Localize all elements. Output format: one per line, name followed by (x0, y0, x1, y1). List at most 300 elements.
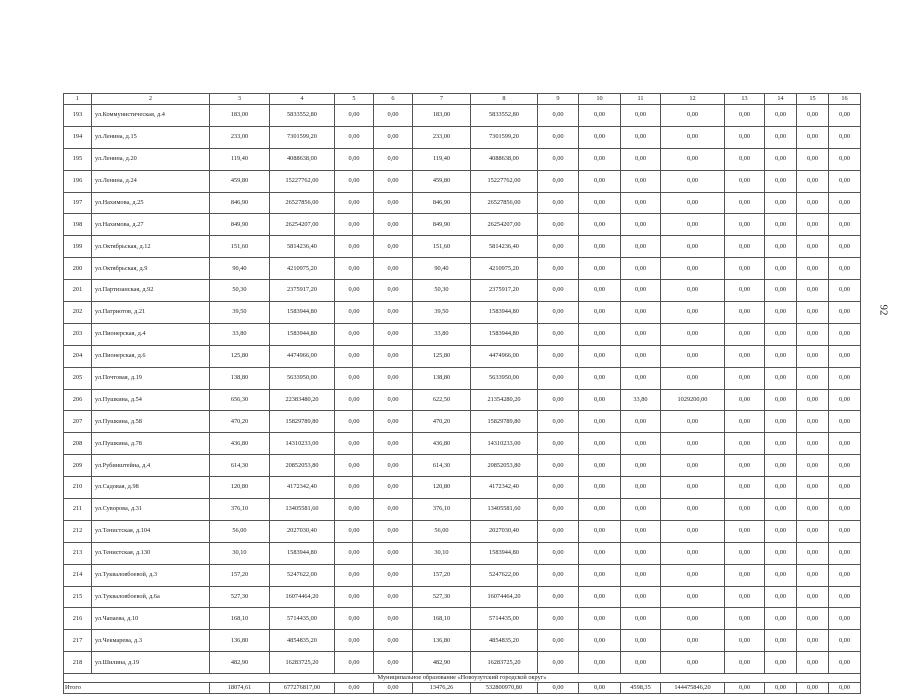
table-cell: 0,00 (829, 455, 861, 477)
address-cell: ул.Патриотов, д.21 (92, 302, 210, 324)
table-row (64, 105, 861, 127)
address-cell: ул.Садовая, д.98 (92, 477, 210, 499)
table-cell: 0,00 (374, 499, 413, 521)
table-cell: 136,80 (210, 630, 270, 652)
table-cell: 0,00 (765, 630, 797, 652)
table-cell: 0,00 (374, 214, 413, 236)
table-cell: 0,00 (374, 586, 413, 608)
table-cell: 0,00 (661, 564, 725, 586)
table-cell: 0,00 (374, 652, 413, 674)
total-cell: 0,00 (725, 683, 765, 694)
address-cell: ул.Октябрьская, д.12 (92, 236, 210, 258)
address-cell: ул.Пионерская, д.6 (92, 345, 210, 367)
table-cell: 0,00 (797, 564, 829, 586)
table-cell: 0,00 (797, 411, 829, 433)
table-cell: 26254207,00 (270, 214, 335, 236)
table-cell: 0,00 (579, 323, 621, 345)
column-number-cell: 14 (765, 94, 797, 105)
table-cell: 614,30 (413, 455, 471, 477)
table-cell: 0,00 (538, 345, 579, 367)
table-cell: 4088638,00 (270, 148, 335, 170)
table-cell: 0,00 (374, 411, 413, 433)
table-cell: 0,00 (335, 302, 374, 324)
table-cell: 0,00 (765, 345, 797, 367)
column-number-cell: 2 (92, 94, 210, 105)
table-cell: 233,00 (413, 126, 471, 148)
table-cell: 0,00 (797, 323, 829, 345)
table-cell: 0,00 (661, 148, 725, 170)
table-cell: 0,00 (538, 192, 579, 214)
table-cell: 56,00 (210, 520, 270, 542)
table-cell: 0,00 (725, 652, 765, 674)
table-cell: 0,00 (725, 411, 765, 433)
table-cell: 0,00 (335, 214, 374, 236)
table-cell: 0,00 (335, 652, 374, 674)
table-cell: 0,00 (621, 105, 661, 127)
table-cell: 33,80 (413, 323, 471, 345)
table-cell: 13405581,60 (270, 499, 335, 521)
table-cell: 0,00 (661, 455, 725, 477)
table-row (64, 455, 861, 477)
table-cell: 33,80 (210, 323, 270, 345)
table-cell: 0,00 (725, 170, 765, 192)
table-cell: 56,00 (413, 520, 471, 542)
table-cell: 0,00 (579, 411, 621, 433)
table-cell: 849,90 (413, 214, 471, 236)
table-cell: 90,40 (210, 258, 270, 280)
table-cell: 208 (64, 433, 92, 455)
table-cell: 0,00 (797, 652, 829, 674)
table-cell: 0,00 (725, 323, 765, 345)
table-cell: 0,00 (335, 367, 374, 389)
table-cell: 0,00 (829, 367, 861, 389)
table-cell: 0,00 (374, 170, 413, 192)
table-cell: 470,20 (413, 411, 471, 433)
table-cell: 20852053,80 (270, 455, 335, 477)
table-cell: 50,30 (210, 280, 270, 302)
table-cell: 0,00 (797, 455, 829, 477)
total-row (64, 683, 861, 694)
table-cell: 0,00 (579, 302, 621, 324)
table-cell: 0,00 (797, 520, 829, 542)
table-cell: 0,00 (829, 258, 861, 280)
table-cell: 0,00 (829, 608, 861, 630)
table-cell: 2375917,20 (471, 280, 538, 302)
table-cell: 5247622,00 (471, 564, 538, 586)
table-cell: 205 (64, 367, 92, 389)
table-cell: 0,00 (765, 236, 797, 258)
table-cell: 0,00 (797, 367, 829, 389)
table-cell: 5247622,00 (270, 564, 335, 586)
table-cell: 0,00 (797, 236, 829, 258)
table-cell: 0,00 (621, 542, 661, 564)
total-cell: 0,00 (335, 683, 374, 694)
table-cell: 26254207,00 (471, 214, 538, 236)
table-cell: 218 (64, 652, 92, 674)
table-cell: 0,00 (765, 542, 797, 564)
table-cell: 0,00 (374, 564, 413, 586)
table-cell: 0,00 (661, 323, 725, 345)
table-cell: 2027030,40 (471, 520, 538, 542)
table-cell: 204 (64, 345, 92, 367)
table-cell: 0,00 (621, 345, 661, 367)
table-cell: 0,00 (538, 367, 579, 389)
table-cell: 0,00 (765, 389, 797, 411)
address-cell: ул.Суворова, д.31 (92, 499, 210, 521)
table-cell: 0,00 (661, 105, 725, 127)
table-cell: 0,00 (661, 192, 725, 214)
table-cell: 0,00 (579, 280, 621, 302)
table-cell: 7301599,20 (471, 126, 538, 148)
table-cell: 14310233,00 (471, 433, 538, 455)
table-cell: 0,00 (335, 148, 374, 170)
table-cell: 203 (64, 323, 92, 345)
table-cell: 0,00 (829, 126, 861, 148)
table-cell: 0,00 (797, 586, 829, 608)
table-row (64, 499, 861, 521)
address-cell: ул.Шилина, д.19 (92, 652, 210, 674)
total-cell: 0,00 (579, 683, 621, 694)
column-number-cell: 15 (797, 94, 829, 105)
table-cell: 0,00 (725, 586, 765, 608)
address-cell: ул.Ленина, д.20 (92, 148, 210, 170)
table-cell: 0,00 (765, 586, 797, 608)
table-cell: 0,00 (374, 477, 413, 499)
address-cell: ул.Коммунистическая, д.4 (92, 105, 210, 127)
table-cell: 0,00 (374, 520, 413, 542)
table-cell: 0,00 (797, 192, 829, 214)
table-cell: 527,30 (210, 586, 270, 608)
table-cell: 0,00 (829, 586, 861, 608)
table-cell: 15227762,00 (270, 170, 335, 192)
address-cell: ул.Тукваловбоевой, д.6а (92, 586, 210, 608)
column-number-cell: 4 (270, 94, 335, 105)
table-cell: 7301599,20 (270, 126, 335, 148)
table-cell: 0,00 (538, 608, 579, 630)
table-cell: 0,00 (797, 499, 829, 521)
table-cell: 210 (64, 477, 92, 499)
table-row (64, 433, 861, 455)
table-cell: 207 (64, 411, 92, 433)
table-cell: 0,00 (725, 367, 765, 389)
table-cell: 0,00 (765, 455, 797, 477)
table-cell: 199 (64, 236, 92, 258)
table-cell: 0,00 (335, 170, 374, 192)
table-cell: 125,80 (413, 345, 471, 367)
table-cell: 0,00 (621, 170, 661, 192)
table-cell: 0,00 (661, 542, 725, 564)
table-cell: 0,00 (725, 280, 765, 302)
table-cell: 0,00 (538, 280, 579, 302)
table-cell: 198 (64, 214, 92, 236)
table-cell: 1583944,80 (471, 542, 538, 564)
table-cell: 168,10 (413, 608, 471, 630)
table-cell: 125,80 (210, 345, 270, 367)
table-cell: 0,00 (538, 214, 579, 236)
address-cell: ул.Пушкина, д.58 (92, 411, 210, 433)
table-cell: 0,00 (797, 477, 829, 499)
table-cell: 459,80 (413, 170, 471, 192)
table-cell: 5833552,80 (471, 105, 538, 127)
table-cell: 0,00 (538, 652, 579, 674)
register-table (63, 93, 861, 694)
table-cell: 0,00 (579, 105, 621, 127)
table-cell: 0,00 (725, 433, 765, 455)
table-cell: 1583944,80 (471, 302, 538, 324)
table-cell: 0,00 (579, 236, 621, 258)
table-cell: 0,00 (829, 433, 861, 455)
table-cell: 197 (64, 192, 92, 214)
table-cell: 0,00 (765, 126, 797, 148)
table-cell: 20852053,80 (471, 455, 538, 477)
table-cell: 0,00 (829, 280, 861, 302)
table-cell: 0,00 (374, 608, 413, 630)
table-cell: 0,00 (579, 455, 621, 477)
table-cell: 0,00 (829, 411, 861, 433)
address-cell: ул.Чекмарева, д.3 (92, 630, 210, 652)
table-cell: 0,00 (725, 105, 765, 127)
table-cell: 0,00 (797, 105, 829, 127)
table-cell: 849,90 (210, 214, 270, 236)
table-cell: 202 (64, 302, 92, 324)
table-cell: 0,00 (661, 433, 725, 455)
table-cell: 212 (64, 520, 92, 542)
column-number-cell: 7 (413, 94, 471, 105)
table-cell: 436,80 (210, 433, 270, 455)
table-row (64, 280, 861, 302)
total-cell: 532800970,80 (471, 683, 538, 694)
table-cell: 0,00 (765, 652, 797, 674)
table-cell: 0,00 (538, 564, 579, 586)
table-cell: 622,50 (413, 389, 471, 411)
address-cell: ул.Нахимова, д.27 (92, 214, 210, 236)
table-cell: 4088638,00 (471, 148, 538, 170)
table-cell: 214 (64, 564, 92, 586)
table-cell: 14310233,00 (270, 433, 335, 455)
table-cell: 0,00 (829, 170, 861, 192)
table-cell: 157,20 (413, 564, 471, 586)
table-cell: 0,00 (621, 608, 661, 630)
column-number-row (64, 94, 861, 105)
table-cell: 0,00 (765, 564, 797, 586)
table-cell: 0,00 (797, 302, 829, 324)
table-cell: 0,00 (538, 455, 579, 477)
table-cell: 0,00 (374, 367, 413, 389)
table-cell: 0,00 (661, 367, 725, 389)
table-cell: 120,80 (210, 477, 270, 499)
total-cell: 0,00 (538, 683, 579, 694)
table-cell: 217 (64, 630, 92, 652)
table-cell: 22383480,20 (270, 389, 335, 411)
table-cell: 0,00 (829, 148, 861, 170)
table-cell: 527,30 (413, 586, 471, 608)
table-cell: 2027030,40 (270, 520, 335, 542)
table-cell: 1583944,80 (471, 323, 538, 345)
address-cell: ул.Чапаева, д.10 (92, 608, 210, 630)
address-cell: ул.Партизанская, д.92 (92, 280, 210, 302)
table-cell: 0,00 (797, 345, 829, 367)
table-cell: 151,60 (413, 236, 471, 258)
table-cell: 201 (64, 280, 92, 302)
table-cell: 0,00 (538, 323, 579, 345)
address-cell: ул.Ленина, д.24 (92, 170, 210, 192)
table-cell: 0,00 (335, 280, 374, 302)
column-number-cell: 16 (829, 94, 861, 105)
table-cell: 0,00 (765, 148, 797, 170)
table-row (64, 630, 861, 652)
table-row (64, 542, 861, 564)
table-cell: 0,00 (765, 520, 797, 542)
table-cell: 0,00 (765, 367, 797, 389)
address-cell: ул.Тенистская, д.104 (92, 520, 210, 542)
municipality-row (64, 674, 861, 683)
table-cell: 0,00 (725, 520, 765, 542)
table-cell: 0,00 (725, 126, 765, 148)
table-cell: 0,00 (579, 389, 621, 411)
table-cell: 233,00 (210, 126, 270, 148)
table-row (64, 389, 861, 411)
table-cell: 0,00 (538, 433, 579, 455)
table-cell: 50,30 (413, 280, 471, 302)
table-cell: 119,40 (210, 148, 270, 170)
table-cell: 1029200,00 (661, 389, 725, 411)
table-cell: 0,00 (621, 258, 661, 280)
table-cell: 0,00 (579, 148, 621, 170)
table-cell: 0,00 (579, 542, 621, 564)
table-cell: 0,00 (374, 389, 413, 411)
table-cell: 0,00 (621, 455, 661, 477)
table-cell: 5833552,80 (270, 105, 335, 127)
table-cell: 0,00 (621, 280, 661, 302)
table-row (64, 323, 861, 345)
table-cell: 0,00 (335, 345, 374, 367)
table-cell: 0,00 (538, 302, 579, 324)
total-label-cell: Итого (64, 683, 210, 694)
table-cell: 168,10 (210, 608, 270, 630)
table-cell: 0,00 (765, 608, 797, 630)
table-cell: 215 (64, 586, 92, 608)
table-cell: 0,00 (335, 236, 374, 258)
table-cell: 0,00 (765, 214, 797, 236)
table-row (64, 586, 861, 608)
total-cell: 4598,35 (621, 683, 661, 694)
address-cell: ул.Рубинштейна, д.4 (92, 455, 210, 477)
table-cell: 2375917,20 (270, 280, 335, 302)
table-cell: 119,40 (413, 148, 471, 170)
table-cell: 0,00 (374, 630, 413, 652)
address-cell: ул.Почтовая, д.19 (92, 367, 210, 389)
table-cell: 376,10 (413, 499, 471, 521)
table-cell: 0,00 (621, 564, 661, 586)
table-cell: 4474966,00 (471, 345, 538, 367)
table-row (64, 411, 861, 433)
table-cell: 0,00 (725, 455, 765, 477)
table-cell: 0,00 (829, 236, 861, 258)
table-cell: 16074464,20 (471, 586, 538, 608)
table-cell: 0,00 (538, 170, 579, 192)
table-cell: 0,00 (765, 411, 797, 433)
address-cell: ул.Пушкина, д.54 (92, 389, 210, 411)
table-cell: 0,00 (579, 258, 621, 280)
table-cell: 0,00 (538, 126, 579, 148)
table-cell: 0,00 (538, 520, 579, 542)
table-cell: 0,00 (621, 520, 661, 542)
table-cell: 0,00 (335, 520, 374, 542)
table-cell: 0,00 (829, 105, 861, 127)
table-cell: 5714435,00 (270, 608, 335, 630)
table-cell: 0,00 (374, 148, 413, 170)
table-row (64, 170, 861, 192)
total-cell: 0,00 (797, 683, 829, 694)
table-cell: 0,00 (374, 433, 413, 455)
table-cell: 0,00 (579, 477, 621, 499)
table-cell: 0,00 (829, 520, 861, 542)
table-cell: 183,00 (413, 105, 471, 127)
table-row (64, 214, 861, 236)
table-cell: 0,00 (829, 302, 861, 324)
table-cell: 0,00 (335, 542, 374, 564)
table-cell: 0,00 (661, 214, 725, 236)
table-cell: 1583944,80 (270, 302, 335, 324)
table-cell: 0,00 (579, 433, 621, 455)
column-number-cell: 10 (579, 94, 621, 105)
table-cell: 0,00 (335, 258, 374, 280)
table-cell: 0,00 (765, 192, 797, 214)
total-cell: 677276817,00 (270, 683, 335, 694)
table-cell: 0,00 (661, 477, 725, 499)
table-cell: 0,00 (725, 499, 765, 521)
table-cell: 0,00 (797, 126, 829, 148)
table-cell: 614,30 (210, 455, 270, 477)
table-cell: 0,00 (335, 105, 374, 127)
table-cell: 0,00 (538, 105, 579, 127)
table-cell: 0,00 (579, 520, 621, 542)
table-cell: 157,20 (210, 564, 270, 586)
table-cell: 0,00 (335, 323, 374, 345)
table-cell: 376,10 (210, 499, 270, 521)
table-row (64, 345, 861, 367)
table-cell: 0,00 (579, 126, 621, 148)
table-cell: 0,00 (579, 630, 621, 652)
table-cell: 4210975,20 (270, 258, 335, 280)
column-number-cell: 6 (374, 94, 413, 105)
table-cell: 0,00 (765, 323, 797, 345)
table-cell: 138,80 (210, 367, 270, 389)
table-cell: 0,00 (829, 564, 861, 586)
table-cell: 0,00 (335, 455, 374, 477)
table-cell: 194 (64, 126, 92, 148)
table-cell: 0,00 (661, 608, 725, 630)
table-cell: 5633950,00 (471, 367, 538, 389)
table-row (64, 652, 861, 674)
table-cell: 0,00 (621, 499, 661, 521)
table-cell: 0,00 (661, 345, 725, 367)
table-cell: 0,00 (829, 323, 861, 345)
table-cell: 151,60 (210, 236, 270, 258)
municipality-cell: Муниципальное образование «Новоузутский городской округ» (64, 674, 861, 683)
table-cell: 0,00 (621, 192, 661, 214)
table-cell: 26527856,00 (270, 192, 335, 214)
table-cell: 15829789,80 (270, 411, 335, 433)
table-cell: 0,00 (374, 105, 413, 127)
page-number: 92 (877, 304, 890, 316)
table-cell: 482,90 (413, 652, 471, 674)
table-cell: 30,10 (210, 542, 270, 564)
table-cell: 0,00 (661, 630, 725, 652)
table-row (64, 608, 861, 630)
table-cell: 0,00 (725, 389, 765, 411)
table-cell: 0,00 (621, 323, 661, 345)
